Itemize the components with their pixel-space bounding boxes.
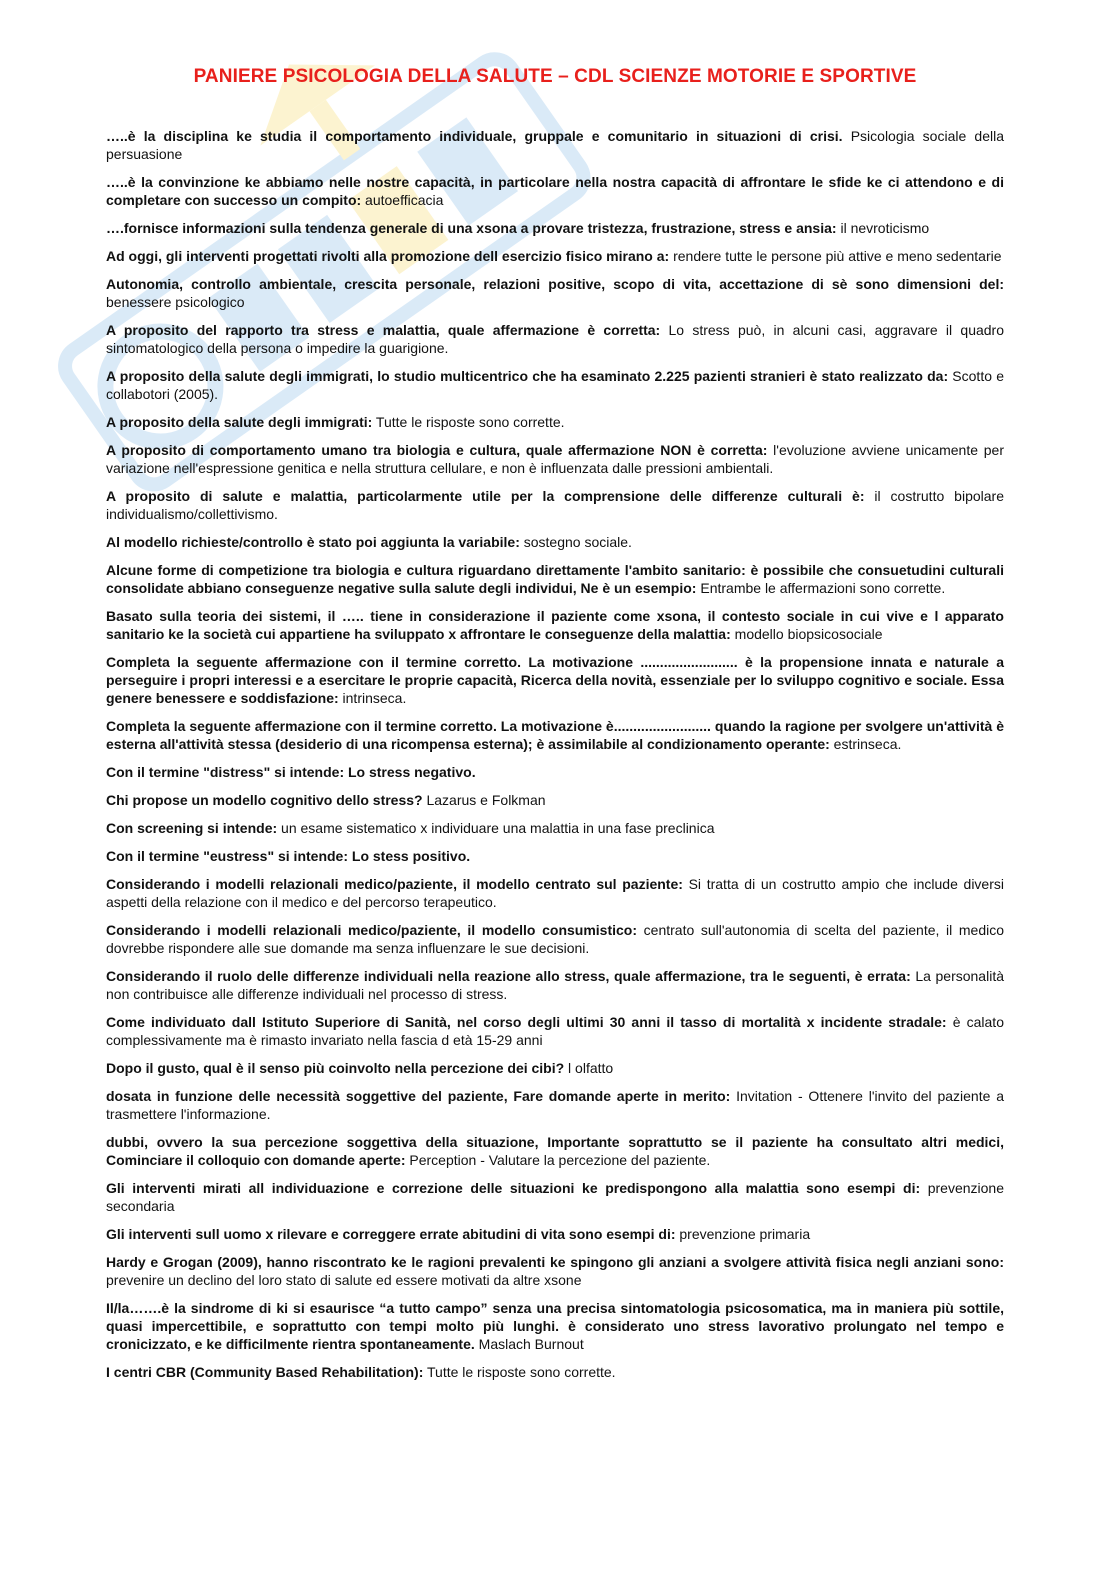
qa-entry [106, 819, 1004, 837]
qa-entry [106, 717, 1004, 753]
answer-text: Tutte le risposte sono corrette. [372, 414, 565, 430]
answer-text: Si tratta di un costrutto ampio che include diversi aspetti della relazione con il medico e del percorso terapeutico. [106, 876, 1004, 910]
answer-text: Scotto e collabotori (2005). [106, 368, 1004, 402]
qa-entry [106, 219, 1004, 237]
qa-entry [106, 847, 1004, 865]
question-text: Basato sulla teoria dei sistemi, il ….. tiene in considerazione il paziente come xsona, il contesto sociale in cui vive e l apparato sanitario ke la società cui appartiene ha sviluppato x affrontare le conseguenze della malattia: [106, 608, 1004, 642]
answer-text: prevenire un declino del loro stato di salute ed essere motivati da altre xsone [106, 1272, 582, 1288]
question-text: Considerando i modelli relazionali medico/paziente, il modello consumistico: [106, 922, 638, 938]
question-text: A proposito della salute degli immigrati: [106, 414, 373, 430]
question-text: Il/la…….è la sindrome di ki si esaurisce “a tutto campo” senza una precisa sintomatologia psicosomatica, ma in maniera più sottile, quasi impercettibile, e soprattutto con tempi molto più lunghi. è considerato uno stress lavorativo prolungato nel tempo e cronicizzato, e ke difficilmente rientra spontaneamente. [106, 1300, 1004, 1352]
qa-entry [106, 1225, 1004, 1243]
answer-text: benessere psicologico [106, 294, 245, 310]
qa-entry [106, 487, 1004, 523]
answer-text: l olfatto [564, 1060, 614, 1076]
answer-text: intrinseca. [338, 690, 407, 706]
answer-text: Entrambe le affermazioni sono corrette. [696, 580, 946, 596]
question-text: Hardy e Grogan (2009), hanno riscontrato ke le ragioni prevalenti ke spingono gli anziani a svolgere attività fisica negli anziani sono: [106, 1254, 1004, 1270]
qa-entry [106, 967, 1004, 1003]
qa-entry [106, 561, 1004, 597]
qa-entry [106, 791, 1004, 809]
qa-entry [106, 653, 1004, 707]
question-text: Alcune forme di competizione tra biologia e cultura riguardano direttamente l'ambito sanitario: è possibile che consuetudini culturali consolidate abbiano conseguenze negative sulla salute degli individui, Ne è un esempio: [106, 562, 1004, 596]
answer-text: rendere tutte le persone più attive e meno sedentarie [669, 248, 1002, 264]
question-text: A proposito della salute degli immigrati, lo studio multicentrico che ha esaminato 2.225 pazienti stranieri è stato realizzato da: [106, 368, 949, 384]
qa-entry [106, 367, 1004, 403]
qa-entry [106, 127, 1004, 163]
qa-entry [106, 1133, 1004, 1169]
qa-entry [106, 1013, 1004, 1049]
answer-text: Perception - Valutare la percezione del paziente. [405, 1152, 711, 1168]
answer-text: Tutte le risposte sono corrette. [423, 1364, 616, 1380]
answer-text: Maslach Burnout [474, 1336, 584, 1352]
question-text: A proposito di comportamento umano tra biologia e cultura, quale affermazione NON è corretta: [106, 442, 768, 458]
qa-entry [106, 607, 1004, 643]
question-text: dubbi, ovvero la sua percezione soggettiva della situazione, Importante soprattutto se il paziente ha consultato altri medici, Cominciare il colloquio con domande aperte: [106, 1134, 1004, 1168]
question-text: Completa la seguente affermazione con il termine corretto. La motivazione è......................... quando la ragione per svolgere un'attività è esterna all'attività stessa (desiderio di una ricompensa esterna); è assimilabile al condizionamento operante: [106, 718, 1004, 752]
question-text: …..è la convinzione ke abbiamo nelle nostre capacità, in particolare nella nostra capacità di affrontare le sfide ke ci attendono e di completare con successo un compito: [106, 174, 1004, 208]
answer-text: Invitation - Ottenere l'invito del paziente a trasmettere l'informazione. [106, 1088, 1004, 1122]
answer-text: autoefficacia [361, 192, 444, 208]
question-text: Con il termine "eustress" si intende: Lo stess positivo. [106, 848, 471, 864]
qa-entry [106, 875, 1004, 911]
question-text: …..è la disciplina ke studia il comportamento individuale, gruppale e comunitario in situazioni di crisi. [106, 128, 843, 144]
qa-entry [106, 1363, 1004, 1381]
qa-entry [106, 533, 1004, 551]
answer-text: l'evoluzione avviene unicamente per variazione nell'espressione genitica e nella struttura cellulare, e non è influenzata dalle pressioni ambientali. [106, 442, 1004, 476]
answer-text: centrato sull'autonomia di scelta del paziente, il medico dovrebbe rispondere alle sue domande ma senza influenzare le sue decisioni. [106, 922, 1004, 956]
qa-entry [106, 1179, 1004, 1215]
question-text: Al modello richieste/controllo è stato poi aggiunta la variabile: [106, 534, 520, 550]
qa-entry [106, 321, 1004, 357]
answer-text: La personalità non contribuisce alle differenze individuali nel processo di stress. [106, 968, 1004, 1002]
question-text: Ad oggi, gli interventi progettati rivolti alla promozione dell esercizio fisico mirano a: [106, 248, 670, 264]
question-text: Come individuato dall Istituto Superiore di Sanità, nel corso degli ultimi 30 anni il tasso di mortalità x incidente stradale: [106, 1014, 947, 1030]
answer-text: è calato complessivamente ma è rimasto invariato nella fascia d età 15-29 anni [106, 1014, 1004, 1048]
qa-entry [106, 275, 1004, 311]
entries-list [106, 127, 1004, 1391]
question-text: A proposito del rapporto tra stress e malattia, quale affermazione è corretta: [106, 322, 661, 338]
question-text: Considerando il ruolo delle differenze individuali nella reazione allo stress, quale affermazione, tra le seguenti, è errata: [106, 968, 911, 984]
question-text: Con screening si intende: [106, 820, 278, 836]
question-text: ….fornisce informazioni sulla tendenza generale di una xsona a provare tristezza, frustrazione, stress e ansia: [106, 220, 837, 236]
page-title: PANIERE PSICOLOGIA DELLA SALUTE – CDL SCIENZE MOTORIE E SPORTIVE [193, 66, 917, 87]
qa-entry [106, 1253, 1004, 1289]
qa-entry [106, 921, 1004, 957]
answer-text: sostegno sociale. [519, 534, 632, 550]
qa-entry [106, 1087, 1004, 1123]
question-text: Completa la seguente affermazione con il termine corretto. La motivazione ......................... è la propensione innata e naturale a perseguire i propri interessi e a esercitare le proprie capacità, Ricerca della novità, essenziale per lo sviluppo cognitivo e sociale. Essa genere benessere e soddisfazione: [106, 654, 1004, 706]
question-text: Dopo il gusto, qual è il senso più coinvolto nella percezione dei cibi? [106, 1060, 565, 1076]
answer-text: il costrutto bipolare individualismo/collettivismo. [106, 488, 1004, 522]
question-text: A proposito di salute e malattia, particolarmente utile per la comprensione delle differenze culturali è: [106, 488, 865, 504]
answer-text: prevenzione secondaria [106, 1180, 1004, 1214]
question-text: Considerando i modelli relazionali medico/paziente, il modello centrato sul paziente: [106, 876, 683, 892]
answer-text: prevenzione primaria [675, 1226, 811, 1242]
answer-text: un esame sistematico x individuare una malattia in una fase preclinica [277, 820, 715, 836]
qa-entry [106, 173, 1004, 209]
answer-text: Psicologia sociale della persuasione [106, 128, 1004, 162]
question-text: Gli interventi sull uomo x rilevare e correggere errate abitudini di vita sono esempi di: [106, 1226, 676, 1242]
answer-text: il nevroticismo [836, 220, 930, 236]
question-text: Autonomia, controllo ambientale, crescita personale, relazioni positive, scopo di vita, accettazione di sè sono dimensioni del: [106, 276, 1004, 292]
qa-entry [106, 441, 1004, 477]
question-text: Con il termine "distress" si intende: Lo stress negativo. [106, 764, 476, 780]
qa-entry [106, 763, 1004, 781]
answer-text: Lo stress può, in alcuni casi, aggravare il quadro sintomatologico della persona o impedire la guarigione. [106, 322, 1004, 356]
answer-text: Lazarus e Folkman [422, 792, 546, 808]
qa-entry [106, 1299, 1004, 1353]
question-text: I centri CBR (Community Based Rehabilitation): [106, 1364, 424, 1380]
question-text: Gli interventi mirati all individuazione e correzione delle situazioni ke predispongono alla malattia sono esempi di: [106, 1180, 921, 1196]
question-text: Chi propose un modello cognitivo dello stress? [106, 792, 423, 808]
answer-text: estrinseca. [829, 736, 902, 752]
qa-entry [106, 1059, 1004, 1077]
question-text: dosata in funzione delle necessità soggettive del paziente, Fare domande aperte in merito: [106, 1088, 731, 1104]
qa-entry [106, 413, 1004, 431]
answer-text: modello biopsicosociale [730, 626, 883, 642]
qa-entry [106, 247, 1004, 265]
